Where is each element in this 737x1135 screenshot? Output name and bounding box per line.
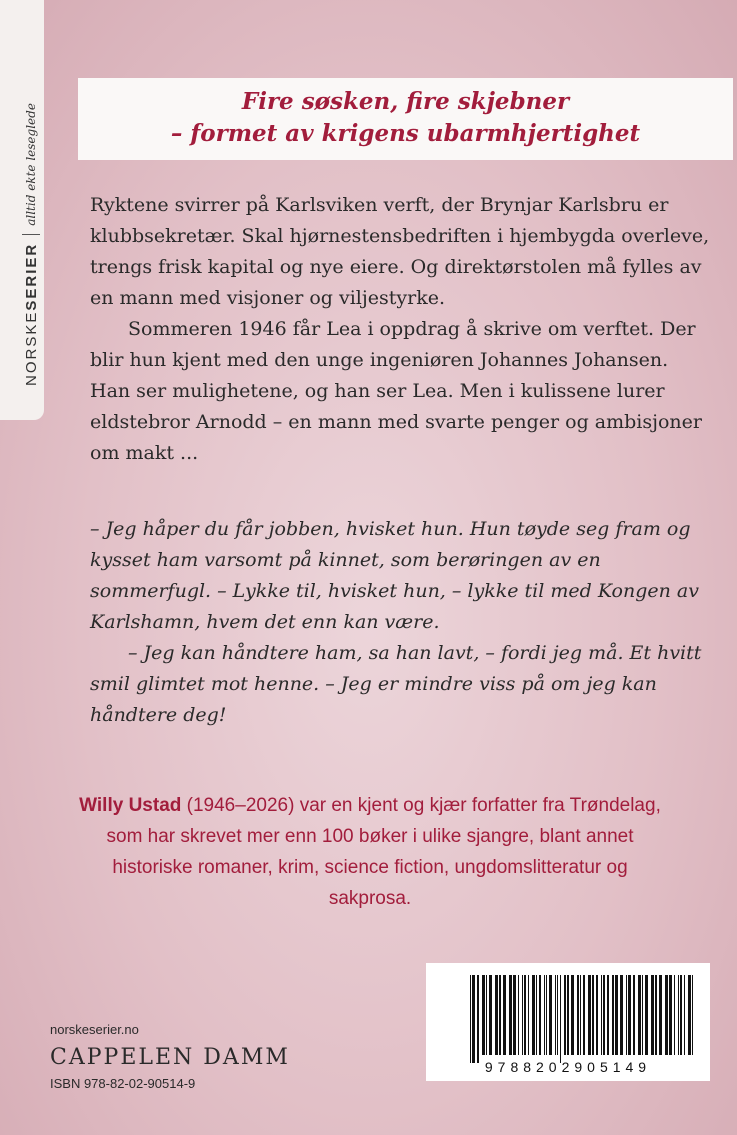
- barcode-bar: [592, 975, 594, 1055]
- barcode-bar: [651, 975, 654, 1055]
- series-logo: [22, 103, 40, 386]
- banner-line-1: Fire søsken, fire skjebner: [241, 88, 570, 115]
- isbn-text: ISBN 978-82-02-90514-9: [50, 1076, 196, 1091]
- publisher-logo: CAPPELEN DAMM: [50, 1045, 290, 1070]
- barcode-bar: [596, 975, 598, 1055]
- barcode-bar: [557, 975, 558, 1055]
- barcode-bar: [583, 975, 585, 1055]
- barcode-bar: [665, 975, 668, 1055]
- barcode-bar: [588, 975, 591, 1055]
- barcode-bar: [528, 975, 529, 1055]
- barcode-bar: [642, 975, 643, 1055]
- tagline-banner: [78, 78, 733, 160]
- barcode-bar: [495, 975, 498, 1055]
- barcode-bar: [544, 975, 545, 1055]
- barcode-bar: [518, 975, 519, 1055]
- barcode-bar: [564, 975, 566, 1055]
- barcode-bar: [470, 975, 471, 1063]
- book-blurb: [90, 190, 710, 469]
- barcode-bar: [486, 975, 487, 1055]
- barcode-bar: [532, 975, 535, 1055]
- barcode-bar: [688, 975, 691, 1055]
- barcode-bar: [549, 975, 552, 1055]
- barcode: [426, 963, 710, 1081]
- barcode-bar: [678, 975, 679, 1055]
- barcode-bar: [536, 975, 537, 1055]
- barcode-bar: [560, 975, 561, 1063]
- barcode-bar: [546, 975, 547, 1055]
- barcode-bar: [539, 975, 541, 1055]
- barcode-bar: [571, 975, 574, 1055]
- barcode-bar: [524, 975, 526, 1055]
- barcode-bar: [603, 975, 605, 1055]
- banner-line-2: – formet av krigens ubarmhjertighet: [170, 120, 641, 147]
- barcode-bar: [669, 975, 672, 1055]
- barcode-bar: [615, 975, 618, 1055]
- book-excerpt: [90, 514, 710, 731]
- barcode-number: 9788202905149: [484, 1059, 652, 1075]
- barcode-bar: [472, 975, 475, 1063]
- barcode-bar: [567, 975, 569, 1055]
- blurb-paragraph-2: Sommeren 1946 får Lea i oppdrag å skrive om verftet. Der blir hun kjent med den unge ingeniøren Johannes Johansen. Han ser mulighetene, og han ser Lea. Men i kulissene lurer eldstebror Arnodd – en mann med svarte penger og ambisjoner om makt ...: [90, 318, 702, 464]
- series-divider: [22, 234, 40, 235]
- barcode-bar: [620, 975, 623, 1055]
- barcode-bar: [513, 975, 516, 1055]
- barcode-bar: [633, 975, 635, 1055]
- barcode-bar: [607, 975, 609, 1055]
- barcode-bar: [555, 975, 556, 1055]
- barcode-bar: [684, 975, 685, 1055]
- barcode-bar: [655, 975, 657, 1055]
- barcode-bar: [580, 975, 581, 1055]
- barcode-bar: [645, 975, 648, 1055]
- barcode-bar: [601, 975, 602, 1055]
- barcode-bar: [674, 975, 675, 1055]
- barcode-bar: [489, 975, 492, 1055]
- barcode-bar: [659, 975, 662, 1055]
- barcode-bar: [692, 975, 693, 1055]
- series-brand: [23, 243, 40, 386]
- barcode-bar: [503, 975, 506, 1055]
- barcode-bar: [626, 975, 627, 1055]
- barcode-bar: [482, 975, 485, 1055]
- author-bio-text: (1946–2026) var en kjent og kjær forfatter fra Trøndelag, som har skrevet mer enn 100 bøker i ulike sjangre, blant annet historiske romaner, krim, science fiction, ungdomslitteratur og sakprosa.: [106, 795, 661, 909]
- author-name: Willy Ustad: [79, 795, 182, 816]
- barcode-bar: [628, 975, 631, 1055]
- excerpt-paragraph-1: – Jeg håper du får jobben, hvisket hun. Hun tøyde seg fram og kysset ham varsomt på kinnet, som berøringen av en sommerfugl. – Lykke til, hvisket hun, – lykke til med Kongen av Karlshamn, hvem det enn kan være.: [90, 518, 699, 633]
- author-bio: [70, 790, 670, 914]
- barcode-bar: [499, 975, 501, 1055]
- barcode-bar: [509, 975, 512, 1055]
- barcode-bar: [612, 975, 614, 1055]
- blurb-paragraph-1: Ryktene svirrer på Karlsviken verft, der Brynjar Karlsbru er klubbsekretær. Skal hjørnestensbedriften i hjembygda overleve, trengs frisk kapital og nye eiere. Og direktørstolen må fylles av en mann med visjoner og viljestyrke.: [90, 194, 710, 309]
- barcode-bar: [680, 975, 682, 1055]
- series-brand-bold: SERIER: [22, 242, 40, 311]
- barcode-bar: [577, 975, 579, 1055]
- publisher-website: norskeserier.no: [50, 1022, 139, 1037]
- barcode-bar: [638, 975, 641, 1055]
- series-tagline: alltid ekte leseglede: [24, 103, 38, 226]
- barcode-bar: [477, 975, 479, 1063]
- barcode-bar: [522, 975, 523, 1055]
- excerpt-paragraph-2: – Jeg kan håndtere ham, sa han lavt, – fordi jeg må. Et hvitt smil glimtet mot henne. – Jeg er mindre viss på om jeg kan håndtere deg!: [90, 642, 702, 726]
- series-brand-light: NORSKE: [22, 310, 40, 386]
